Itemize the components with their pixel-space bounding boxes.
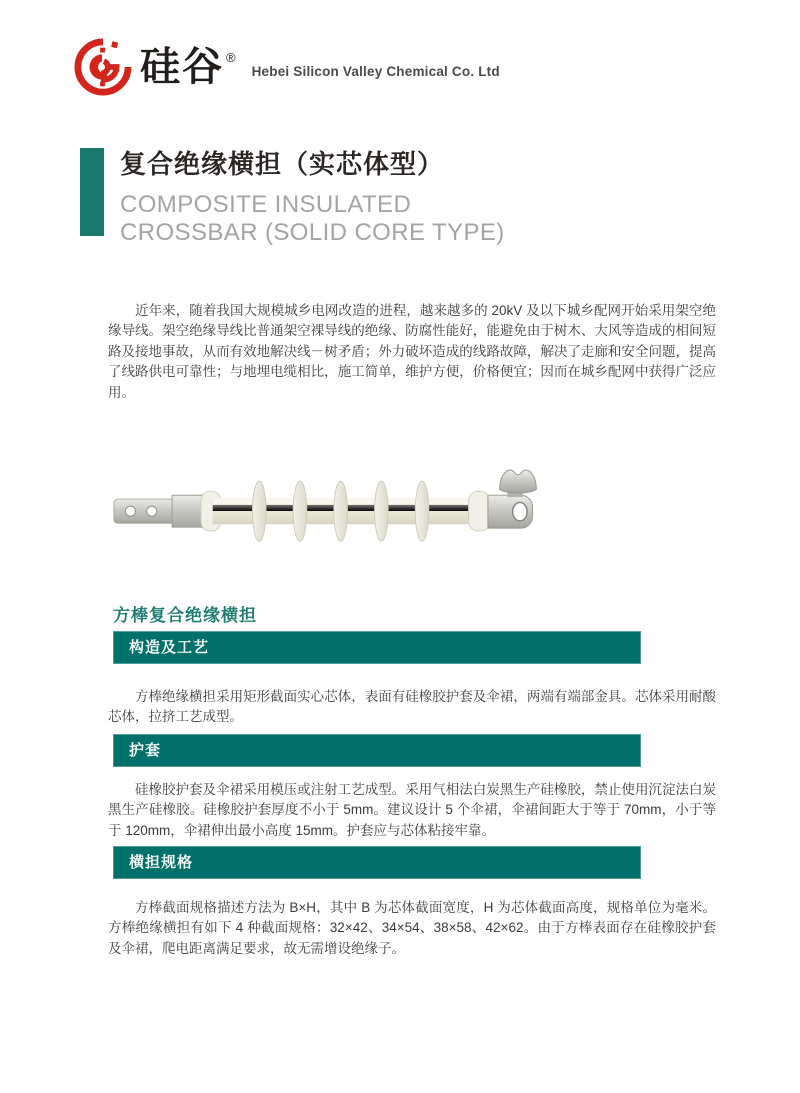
page-title-en-line2: CROSSBAR (SOLID CORE TYPE) [120, 219, 505, 246]
crossbar-illustration [112, 450, 548, 552]
company-name: Hebei Silicon Valley Chemical Co. Ltd [251, 63, 500, 79]
brand-logo-icon [74, 38, 132, 96]
intro-paragraph: 近年来，随着我国大规模城乡电网改造的进程，越来越多的 20kV 及以下城乡配网开始采用架空绝缘导线。架空绝缘导线比普通架空裸导线的绝缘、防腐性能好，能避免由于树木、大风等造成的相间短路及接地事故，从而有效地解决线－树矛盾；外力破坏造成的线路故障，解决了走廊和安全问题，提高了线路供电可靠性；与地埋电缆相比，施工简单，维护方便，价格便宜；因而在城乡配网中获得广泛应用。 [108, 302, 716, 400]
subsection-header-sheath [113, 734, 641, 767]
page-title-block [80, 144, 720, 247]
crossbar-product-image [112, 450, 548, 552]
brand-header [74, 38, 500, 96]
subsection-body-specs: 方棒截面规格描述方法为 B×H，其中 B 为芯体截面宽度，H 为芯体截面高度，规格单位为毫米。方棒绝缘横担有如下 4 种截面规格：32×42、34×54、38×58、42×62。由于方棒表面存在硅橡胶护套及伞裙，爬电距离满足要求，故无需增设绝缘子。 [108, 899, 716, 956]
page-title-zh: 复合绝缘横担（实芯体型） [120, 149, 445, 179]
subsection-heading: 构造及工艺 [129, 639, 210, 656]
subsection-heading: 护套 [129, 742, 162, 759]
page-title-en [120, 191, 720, 247]
title-accent-bar [80, 148, 104, 236]
page-title-en-line1: COMPOSITE INSULATED [120, 191, 412, 218]
subsection-body-sheath: 硅橡胶护套及伞裙采用模压或注射工艺成型。采用气相法白炭黑生产硅橡胶，禁止使用沉淀法白炭黑生产硅橡胶。硅橡胶护套厚度不小于 5mm。建议设计 5 个伞裙，伞裙间距大于等于 70mm，小于等于 120mm，伞裙伸出最小高度 15mm。护套应与芯体粘接牢靠。 [108, 781, 716, 838]
subsection-header-construction [113, 631, 641, 664]
brand-logo-text: 硅谷 ® [140, 45, 238, 89]
registered-mark: ® [226, 50, 238, 65]
section-title: 方棒复合绝缘横担 [113, 606, 257, 625]
subsection-body-construction: 方棒绝缘横担采用矩形截面实心芯体，表面有硅橡胶护套及伞裙，两端有端部金具。芯体采用耐酸芯体，拉挤工艺成型。 [108, 688, 716, 724]
subsection-header-specs [113, 846, 641, 879]
subsection-heading: 横担规格 [129, 854, 194, 871]
